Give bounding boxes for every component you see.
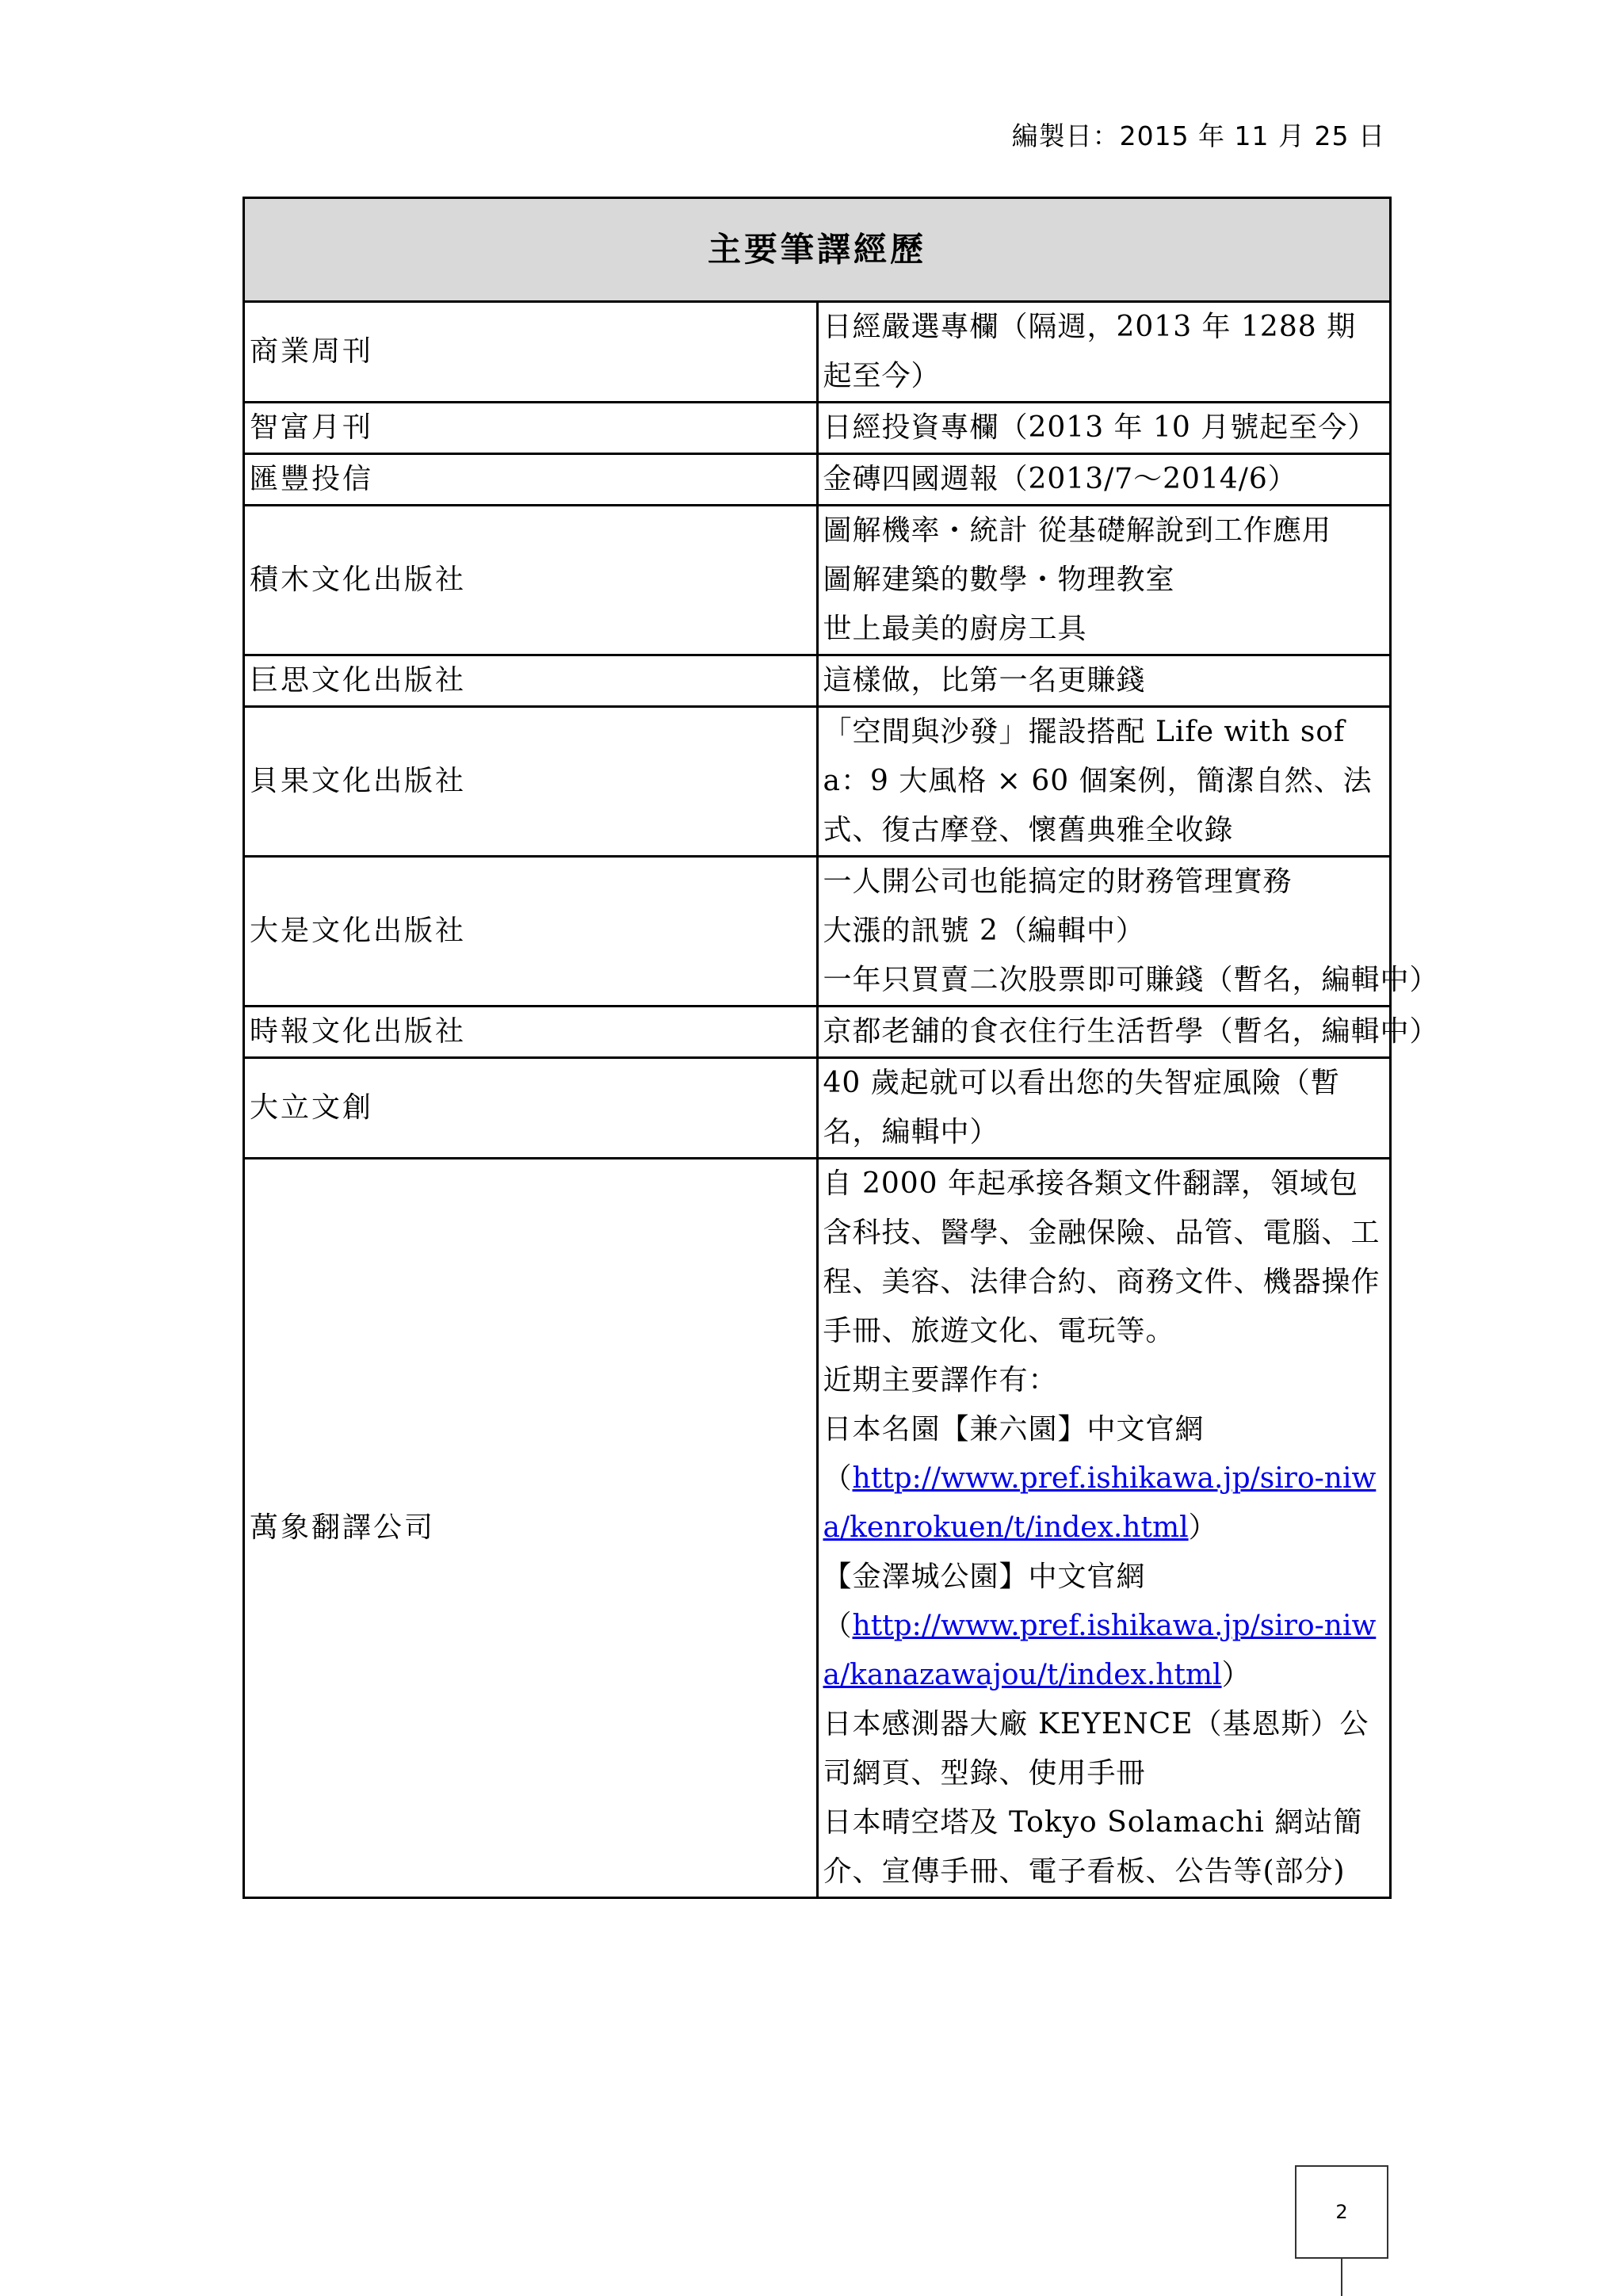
work-title: 圖解機率・統計 從基礎解說到工作應用 (823, 514, 1331, 547)
work-title: 世上最美的廚房工具 (823, 613, 1087, 645)
work-title: 京都老舖的食衣住行生活哲學（暫名，編輯中） (823, 1015, 1439, 1048)
publisher-cell: 時報文化出版社 (244, 1007, 818, 1058)
work-title: 一年只買賣二次股票即可賺錢（暫名，編輯中） (823, 964, 1439, 996)
work-item-kenrokuen: 日本名園【兼六園】中文官網 (823, 1413, 1205, 1446)
recent-works-heading: 近期主要譯作有： (823, 1364, 1058, 1396)
page-number-connector-line (1341, 2259, 1342, 2296)
works-cell (817, 857, 1439, 1007)
publisher-cell: 積木文化出版社 (244, 506, 818, 655)
publisher-cell: 大是文化出版社 (244, 857, 818, 1007)
work-item-skytree: 日本晴空塔及 Tokyo Solamachi 網站簡介、宣傳手冊、電子看板、公告等(部分) (823, 1806, 1363, 1888)
paren-open: （ (823, 1462, 853, 1495)
work-title: 40 歲起就可以看出您的失智症風險（暫名，編輯中） (823, 1067, 1340, 1148)
company-intro: 自 2000 年起承接各類文件翻譯，領域包含科技、醫學、金融保險、品管、電腦、工程、美容、法律合約、商務文件、機器操作手冊、旅遊文化、電玩等。 (823, 1167, 1381, 1347)
table-row (244, 707, 1391, 857)
works-cell (817, 454, 1391, 506)
table-body (244, 302, 1439, 1898)
table-row (244, 1058, 1391, 1159)
table-row (244, 655, 1391, 707)
kanazawajou-url-link[interactable]: http://www.pref.ishikawa.jp/siro-niwa/kanazawajou/t/index.html (823, 1610, 1377, 1691)
publisher-cell: 大立文創 (244, 1058, 818, 1159)
page-number: 2 (1335, 2201, 1348, 2223)
table-row (244, 403, 1391, 454)
publisher-cell: 智富月刊 (244, 403, 818, 454)
work-item-kanazawa-castle: 【金澤城公園】中文官網 (823, 1561, 1146, 1593)
publisher-cell: 貝果文化出版社 (244, 707, 818, 857)
table-row (244, 454, 1391, 506)
works-cell (817, 1159, 1391, 1898)
translation-experience-table (242, 197, 1439, 1899)
paren-close: ） (1221, 1659, 1251, 1691)
work-title: 這樣做，比第一名更賺錢 (823, 664, 1146, 697)
work-title: 一人開公司也能搞定的財務管理實務 (823, 865, 1293, 898)
works-cell (817, 1058, 1391, 1159)
work-item-kenrokuen-link-line (823, 1454, 1385, 1553)
work-title: 日經嚴選專欄（隔週，2013 年 1288 期起至今） (823, 311, 1357, 392)
works-cell (817, 1007, 1439, 1058)
works-cell (817, 655, 1391, 707)
publisher-cell: 萬象翻譯公司 (244, 1159, 818, 1898)
table-title: 主要筆譯經歷 (244, 198, 1391, 302)
work-item-keyence: 日本感測器大廠 KEYENCE（基恩斯）公司網頁、型錄、使用手冊 (823, 1708, 1369, 1790)
works-cell (817, 506, 1391, 655)
work-title: 金磚四國週報（2013/7～2014/6） (823, 463, 1297, 495)
works-cell (817, 403, 1391, 454)
table-row (244, 302, 1391, 403)
table-row (244, 506, 1391, 655)
work-title: 日經投資專欄（2013 年 10 月號起至今） (823, 411, 1377, 444)
publisher-cell: 商業周刊 (244, 302, 818, 403)
table-row (244, 857, 1391, 1007)
paren-close: ） (1188, 1511, 1218, 1544)
publisher-cell: 巨思文化出版社 (244, 655, 818, 707)
page-number-box (1295, 2165, 1388, 2259)
compile-date: 編製日：2015 年 11 月 25 日 (1011, 120, 1385, 151)
table-row (244, 1159, 1391, 1898)
paren-open: （ (823, 1610, 853, 1642)
publisher-cell: 匯豐投信 (244, 454, 818, 506)
works-cell (817, 707, 1391, 857)
work-title: 「空間與沙發」擺設搭配 Life with sofa：9 大風格 × 60 個案例，簡潔自然、法式、復古摩登、懷舊典雅全收錄 (823, 716, 1373, 846)
table-row (244, 1007, 1391, 1058)
work-title: 大漲的訊號 2（編輯中） (823, 915, 1145, 947)
work-item-kanazawa-link-line (823, 1602, 1385, 1700)
works-cell (817, 302, 1391, 403)
kenrokuen-url-link[interactable]: http://www.pref.ishikawa.jp/siro-niwa/kenrokuen/t/index.html (823, 1462, 1377, 1544)
work-title: 圖解建築的數學・物理教室 (823, 563, 1175, 596)
